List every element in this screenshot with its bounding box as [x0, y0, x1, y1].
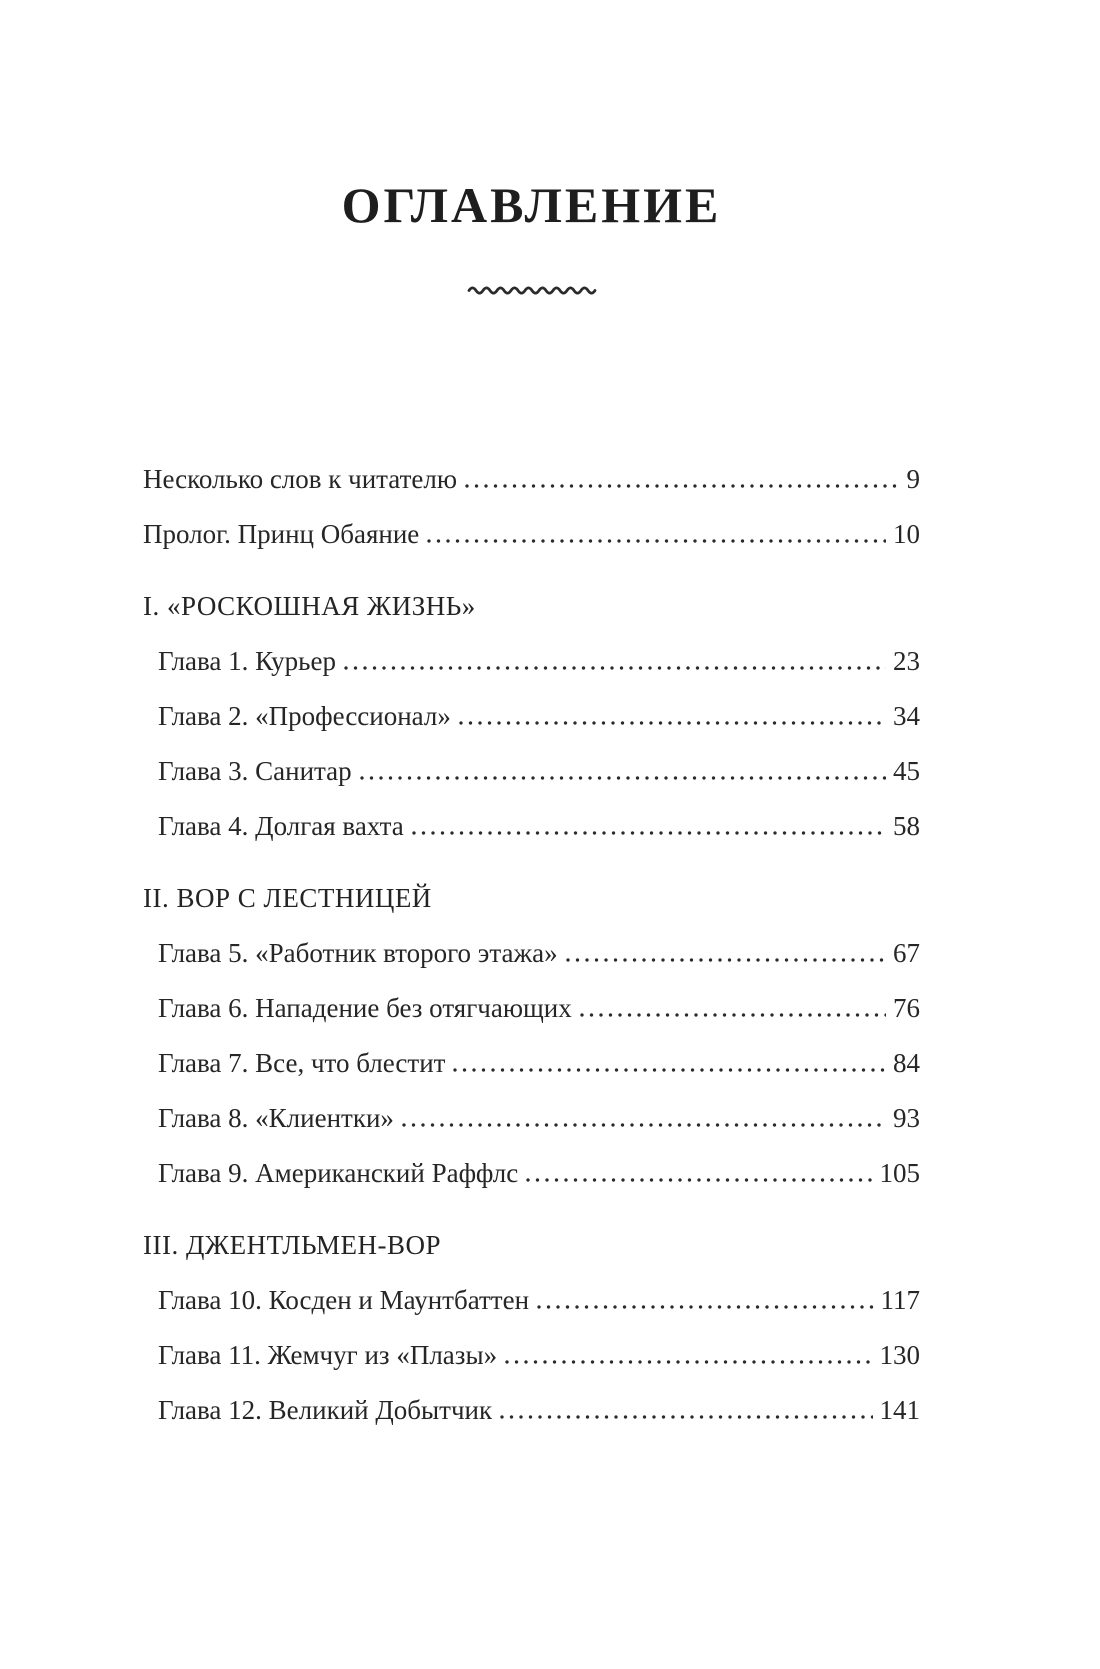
- toc-entry: [143, 1393, 920, 1427]
- toc-entry: [143, 517, 920, 551]
- toc-entry-page: 34: [893, 701, 920, 731]
- toc-entry-page: 58: [893, 811, 920, 841]
- toc-entry-label: Глава 2. «Профессионал»: [158, 701, 451, 731]
- toc-entry-label: Глава 7. Все, что блестит: [158, 1048, 446, 1078]
- toc-list: [143, 462, 920, 1427]
- dot-leader-icon: [500, 1415, 872, 1419]
- toc-section-heading: II. ВОР С ЛЕСТНИЦЕЙ: [143, 883, 432, 913]
- toc-entry-label: Глава 9. Американский Раффлс: [158, 1158, 519, 1188]
- toc-entry-page: 84: [893, 1048, 920, 1078]
- dot-leader-icon: [526, 1178, 872, 1182]
- toc-entry: [143, 1283, 920, 1317]
- dot-leader-icon: [453, 1068, 886, 1072]
- toc-entry-label: Глава 3. Санитар: [158, 756, 352, 786]
- toc-entry-page: 23: [893, 646, 920, 676]
- toc-entry-label: Глава 11. Жемчуг из «Плазы»: [158, 1340, 498, 1370]
- toc-entry-label: Несколько слов к читателю: [143, 464, 458, 494]
- wavy-line-ornament: [467, 282, 597, 296]
- dot-leader-icon: [465, 484, 899, 488]
- dot-leader-icon: [580, 1013, 886, 1017]
- toc-entry-page: 67: [893, 938, 920, 968]
- toc-entry-page: 141: [879, 1395, 920, 1425]
- toc-section-heading: I. «РОСКОШНАЯ ЖИЗНЬ»: [143, 591, 476, 621]
- toc-entry-label: Глава 6. Нападение без отягчающих: [158, 993, 572, 1023]
- toc-entry-page: 10: [893, 519, 920, 549]
- dot-leader-icon: [537, 1305, 873, 1309]
- toc-entry: [143, 462, 920, 496]
- toc-entry-page: 93: [893, 1103, 920, 1133]
- toc-entry: [143, 699, 920, 733]
- ornament-wrap: [143, 282, 920, 296]
- toc-entry-label: Глава 5. «Работник второго этажа»: [158, 938, 558, 968]
- toc-entry: [143, 644, 920, 678]
- toc-entry-page: 130: [879, 1340, 920, 1370]
- toc-entry-page: 9: [906, 464, 920, 494]
- toc-entry-page: 105: [879, 1158, 920, 1188]
- toc-section-heading: III. ДЖЕНТЛЬМЕН-ВОР: [143, 1230, 441, 1260]
- toc-entry: [143, 754, 920, 788]
- toc-entry-page: 117: [880, 1285, 920, 1315]
- dot-leader-icon: [412, 831, 886, 835]
- toc-entry-label: Глава 8. «Клиентки»: [158, 1103, 394, 1133]
- toc-entry: [143, 1101, 920, 1135]
- toc-entry-label: Глава 4. Долгая вахта: [158, 811, 404, 841]
- dot-leader-icon: [459, 721, 886, 725]
- dot-leader-icon: [402, 1123, 886, 1127]
- toc-entry-page: 45: [893, 756, 920, 786]
- toc-entry: [143, 809, 920, 843]
- toc-content: [143, 176, 920, 1427]
- dot-leader-icon: [344, 666, 886, 670]
- dot-leader-icon: [505, 1360, 872, 1364]
- toc-entry: [143, 936, 920, 970]
- toc-entry: [143, 1338, 920, 1372]
- toc-entry-label: Глава 10. Косден и Маунтбаттен: [158, 1285, 530, 1315]
- toc-entry: [143, 1156, 920, 1190]
- dot-leader-icon: [427, 539, 886, 543]
- toc-entry-label: Пролог. Принц Обаяние: [143, 519, 420, 549]
- page-title: ОГЛАВЛЕНИЕ: [341, 177, 722, 233]
- toc-entry-label: Глава 12. Великий Добытчик: [158, 1395, 493, 1425]
- toc-entry: [143, 991, 920, 1025]
- toc-entry-page: 76: [893, 993, 920, 1023]
- dot-leader-icon: [360, 776, 886, 780]
- toc-entry-label: Глава 1. Курьер: [158, 646, 336, 676]
- toc-entry: [143, 1046, 920, 1080]
- dot-leader-icon: [566, 958, 886, 962]
